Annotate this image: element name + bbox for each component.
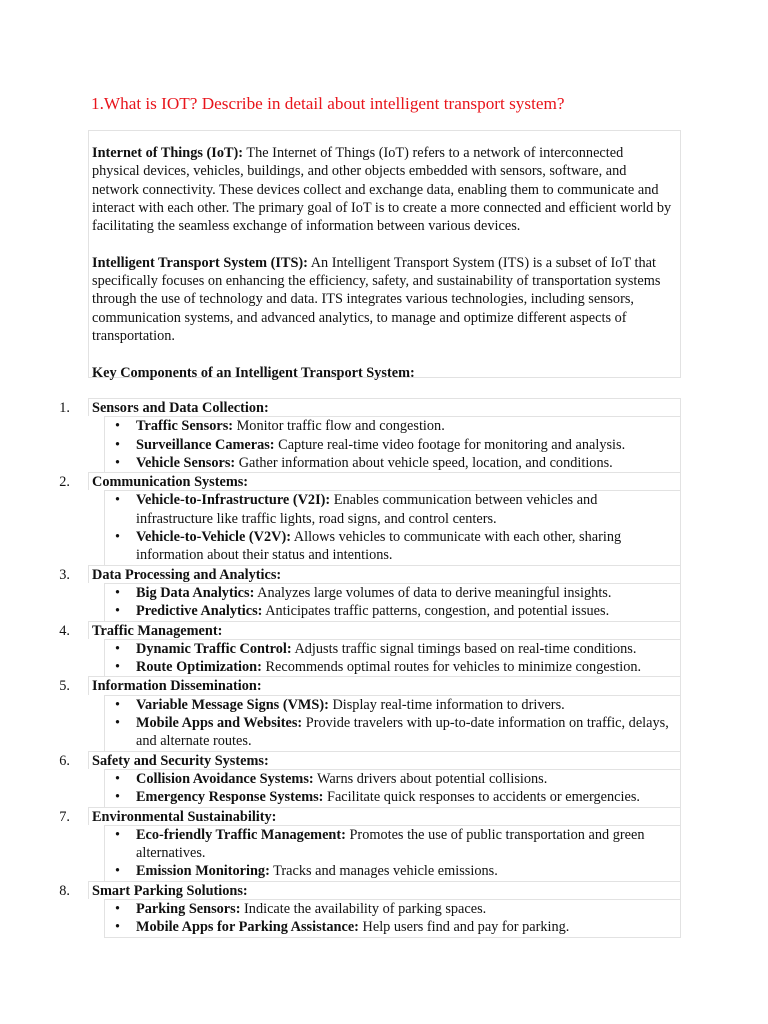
sub-item-text: Tracks and manages vehicle emissions. — [269, 863, 498, 880]
sub-list — [104, 769, 681, 807]
sub-item-text: Provide travelers with up-to-date information on traffic, delays, and alternate routes. — [136, 715, 669, 750]
component-number: 1. — [59, 400, 70, 416]
its-term: Intelligent Transport System (ITS): — [92, 254, 308, 271]
sub-item-term: Dynamic Traffic Control: — [136, 640, 292, 657]
component-title: Safety and Security Systems: — [92, 752, 269, 769]
component-number: 7. — [59, 808, 70, 825]
component-title: Data Processing and Analytics: — [92, 566, 282, 583]
sub-item-term: Predictive Analytics: — [136, 603, 263, 620]
sub-item-term: Vehicle-to-Infrastructure (V2I): — [136, 492, 331, 509]
sub-list — [104, 639, 681, 677]
sub-item-text: Gather information about vehicle speed, location, and conditions. — [235, 454, 613, 471]
component-heading — [59, 398, 681, 416]
sub-item-term: Parking Sensors: — [136, 901, 241, 918]
component-heading — [59, 881, 681, 899]
sub-item-term: Collision Avoidance Systems: — [136, 770, 314, 787]
component-title: Traffic Management: — [92, 622, 223, 639]
sub-item — [105, 658, 680, 676]
sub-list — [104, 899, 681, 938]
sub-item-text: Recommends optimal routes for vehicles to minimize congestion. — [261, 659, 642, 676]
sub-item — [105, 714, 680, 751]
iot-term: Internet of Things (IoT): — [92, 145, 244, 161]
component-heading — [59, 751, 681, 769]
sub-item — [105, 602, 680, 620]
components-heading — [92, 364, 674, 382]
sub-item — [105, 900, 680, 918]
components-list — [0, 398, 681, 938]
component-item — [0, 472, 681, 564]
component-number: 5. — [59, 678, 70, 695]
component-heading — [59, 807, 681, 825]
sub-item — [105, 436, 680, 454]
sub-item-term: Mobile Apps and Websites: — [136, 715, 303, 732]
component-number: 8. — [59, 882, 70, 899]
component-title: Environmental Sustainability: — [92, 808, 277, 825]
sub-item — [105, 528, 680, 565]
sub-item-text: Display real-time information to drivers. — [328, 696, 565, 713]
components-heading-text: Key Components of an Intelligent Transport System: — [92, 364, 415, 381]
iot-paragraph — [92, 144, 674, 235]
sub-item-term: Variable Message Signs (VMS): — [136, 696, 329, 713]
sub-list — [104, 695, 681, 751]
intro-box — [88, 130, 681, 381]
sub-item — [105, 826, 680, 863]
component-number: 3. — [59, 566, 70, 583]
sub-item-term: Route Optimization: — [136, 659, 262, 676]
component-title: Sensors and Data Collection: — [92, 400, 269, 416]
sub-item-term: Mobile Apps for Parking Assistance: — [136, 919, 359, 936]
component-item — [0, 676, 681, 750]
sub-item-text: Facilitate quick responses to accidents or emergencies. — [323, 789, 640, 806]
sub-item-text: Indicate the availability of parking spaces. — [240, 901, 487, 918]
sub-item — [105, 862, 680, 880]
sub-item-text: Analyzes large volumes of data to derive meaningful insights. — [254, 584, 612, 601]
sub-item-text: Monitor traffic flow and congestion. — [233, 418, 445, 435]
sub-item-term: Emission Monitoring: — [136, 863, 270, 880]
component-item — [0, 807, 681, 881]
sub-item-text: Help users find and pay for parking. — [358, 919, 570, 936]
sub-item-term: Vehicle Sensors: — [136, 454, 236, 471]
sub-item — [105, 491, 680, 528]
component-heading — [59, 472, 681, 491]
sub-item-text: Promotes the use of public transportation and green alternatives. — [136, 826, 645, 862]
sub-item-term: Big Data Analytics: — [136, 584, 255, 601]
sub-item-text: Capture real-time video footage for monitoring and analysis. — [274, 436, 626, 453]
component-heading — [59, 565, 681, 583]
component-heading — [59, 621, 681, 639]
sub-item — [105, 454, 680, 472]
sub-list — [104, 825, 681, 881]
component-item — [0, 565, 681, 621]
component-title: Smart Parking Solutions: — [92, 882, 248, 899]
component-item — [0, 751, 681, 807]
component-title: Information Dissemination: — [92, 678, 262, 695]
sub-item-term: Eco-friendly Traffic Management: — [136, 826, 346, 843]
component-item — [0, 621, 681, 677]
sub-item — [105, 696, 680, 714]
sub-item-term: Vehicle-to-Vehicle (V2V): — [136, 529, 291, 546]
sub-list — [104, 583, 681, 621]
sub-item-term: Traffic Sensors: — [136, 418, 234, 435]
sub-item-text: Enables communication between vehicles and infrastructure like traffic lights, road signs, and control centers. — [136, 492, 598, 527]
sub-item-text: Warns drivers about potential collisions. — [313, 770, 548, 787]
component-title: Communication Systems: — [92, 474, 249, 491]
sub-list — [104, 490, 681, 564]
sub-item-term: Emergency Response Systems: — [136, 789, 324, 806]
sub-item — [105, 770, 680, 788]
sub-item — [105, 584, 680, 602]
sub-list — [104, 416, 681, 472]
sub-item — [105, 788, 680, 806]
question-heading: 1.What is IOT? Describe in detail about intelligent transport system? — [91, 94, 565, 113]
component-number: 4. — [59, 622, 70, 639]
sub-item — [105, 417, 680, 435]
iot-text: The Internet of Things (IoT) refers to a network of interconnected physical devices, vehicles, buildings, and other objects embedded with sensors, software, and network connectivity. These devices collect and exchange data, enabling them to communicate and interact with each other. The primary goal of IoT is to create a more connected and efficient world by facilitating the seamless exchange of information between various devices. — [92, 145, 672, 235]
sub-item — [105, 918, 680, 936]
component-item — [0, 881, 681, 938]
sub-item-text: Anticipates traffic patterns, congestion, and potential issues. — [262, 603, 610, 620]
sub-item-text: Allows vehicles to communicate with each other, sharing information about their status and intentions. — [136, 529, 622, 564]
component-heading — [59, 676, 681, 695]
component-number: 2. — [59, 474, 70, 491]
component-item — [0, 398, 681, 472]
sub-item — [105, 640, 680, 658]
sub-item-text: Adjusts traffic signal timings based on real-time conditions. — [291, 640, 637, 657]
component-number: 6. — [59, 752, 70, 769]
its-text: An Intelligent Transport System (ITS) is a subset of IoT that specifically focuses on enhancing the efficiency, safety, and sustainability of transportation systems through the use of technology and data. ITS integrates various technologies, including sensors, communication systems, and advanced analytics, to manage and optimize different aspects of transportation. — [92, 254, 661, 345]
its-paragraph — [92, 254, 674, 345]
sub-item-term: Surveillance Cameras: — [136, 436, 275, 453]
